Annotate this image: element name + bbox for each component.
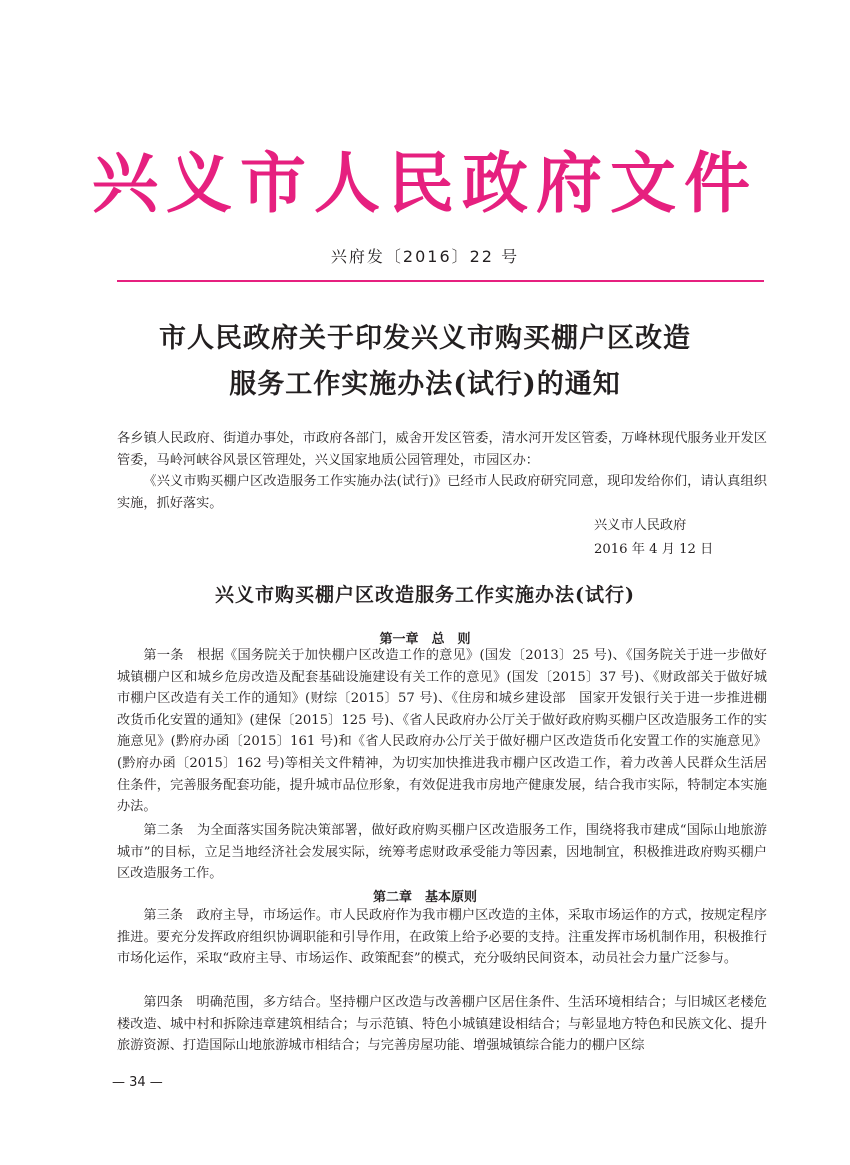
notice-title <box>0 316 850 408</box>
document-org-title: 兴义市人民政府文件 <box>92 145 758 222</box>
issue-date: 2016 年 4 月 12 日 <box>594 542 714 557</box>
document-number: 兴府发〔2016〕22 号 <box>330 247 520 266</box>
notice-recipients: 各乡镇人民政府、街道办事处，市政府各部门，威舍开发区管委，清水河开发区管委，万峰林现代服务业开发区管委，马岭河峡谷风景区管理处，兴义国家地质公园管理处，市园区办： <box>117 431 767 468</box>
article-1: 第一条 根据《国务院关于加快棚户区改造工作的意见》(国发〔2013〕25 号)、《国务院关于进一步做好城镇棚户区和城乡危房改造及配套基础设施建设有关工作的意见》(国发〔2015〕37 号)、《财政部关于做好城市棚户区改造有关工作的通知》(财综〔2015〕57 号)、《住房和城乡建设部 国家开发银行关于进一步推进棚改货币化安置的通知》(建保〔2015〕125 号)、《省人民政府办公厅关于做好政府购买棚户区改造服务工作的实施意见》(黔府办函〔2015〕161 号)和《省人民政府办公厅关于做好棚户区改造货币化安置工作的实施意见》(黔府办函〔2015〕162 号)等相关文件精神，为切实加快推进我市棚户区改造工作，着力改善人民群众生活居住条件，完善服务配套功能，提升城市品位形象，有效促进我市房地产健康发展，结合我市实际，特制定本实施办法。 <box>117 648 767 815</box>
notice-body: 《兴义市购买棚户区改造服务工作实施办法(试行)》已经市人民政府研究同意，现印发给你们，请认真组织实施，抓好落实。 <box>117 474 767 511</box>
measures-title: 兴义市购买棚户区改造服务工作实施办法(试行) <box>215 584 635 606</box>
chapter-1-heading: 第一章 总 则 <box>379 632 471 647</box>
article-2: 第二条 为全面落实国务院决策部署，做好政府购买棚户区改造服务工作，围绕将我市建成“国际山地旅游城市”的目标，立足当地经济社会发展实际，统筹考虑财政承受能力等因素，因地制宜，积极推进政府购买棚户区改造服务工作。 <box>117 823 767 882</box>
chapter-2-heading: 第二章 基本原则 <box>372 890 477 905</box>
signer: 兴义市人民政府 <box>594 518 687 533</box>
page-number: — 34 — <box>112 1075 163 1090</box>
notice-title-line1: 市人民政府关于印发兴义市购买棚户区改造 <box>159 323 691 354</box>
notice-title-line2: 服务工作实施办法(试行)的通知 <box>229 369 621 400</box>
red-divider <box>117 280 764 282</box>
article-4: 第四条 明确范围，多方结合。坚持棚户区改造与改善棚户区居住条件、生活环境相结合；与旧城区老楼危楼改造、城中村和拆除违章建筑相结合；与示范镇、特色小城镇建设相结合；与彰显地方特色和民族文化、提升旅游资源、打造国际山地旅游城市相结合；与完善房屋功能、增强城镇综合能力的棚户区综 <box>117 995 767 1054</box>
article-3: 第三条 政府主导，市场运作。市人民政府作为我市棚户区改造的主体，采取市场运作的方式，按规定程序推进。要充分发挥政府组织协调职能和引导作用，在政策上给予必要的支持。注重发挥市场机制作用，积极推行市场化运作，采取“政府主导、市场运作、政策配套”的模式，充分吸纳民间资本，动员社会力量广泛参与。 <box>117 908 767 967</box>
